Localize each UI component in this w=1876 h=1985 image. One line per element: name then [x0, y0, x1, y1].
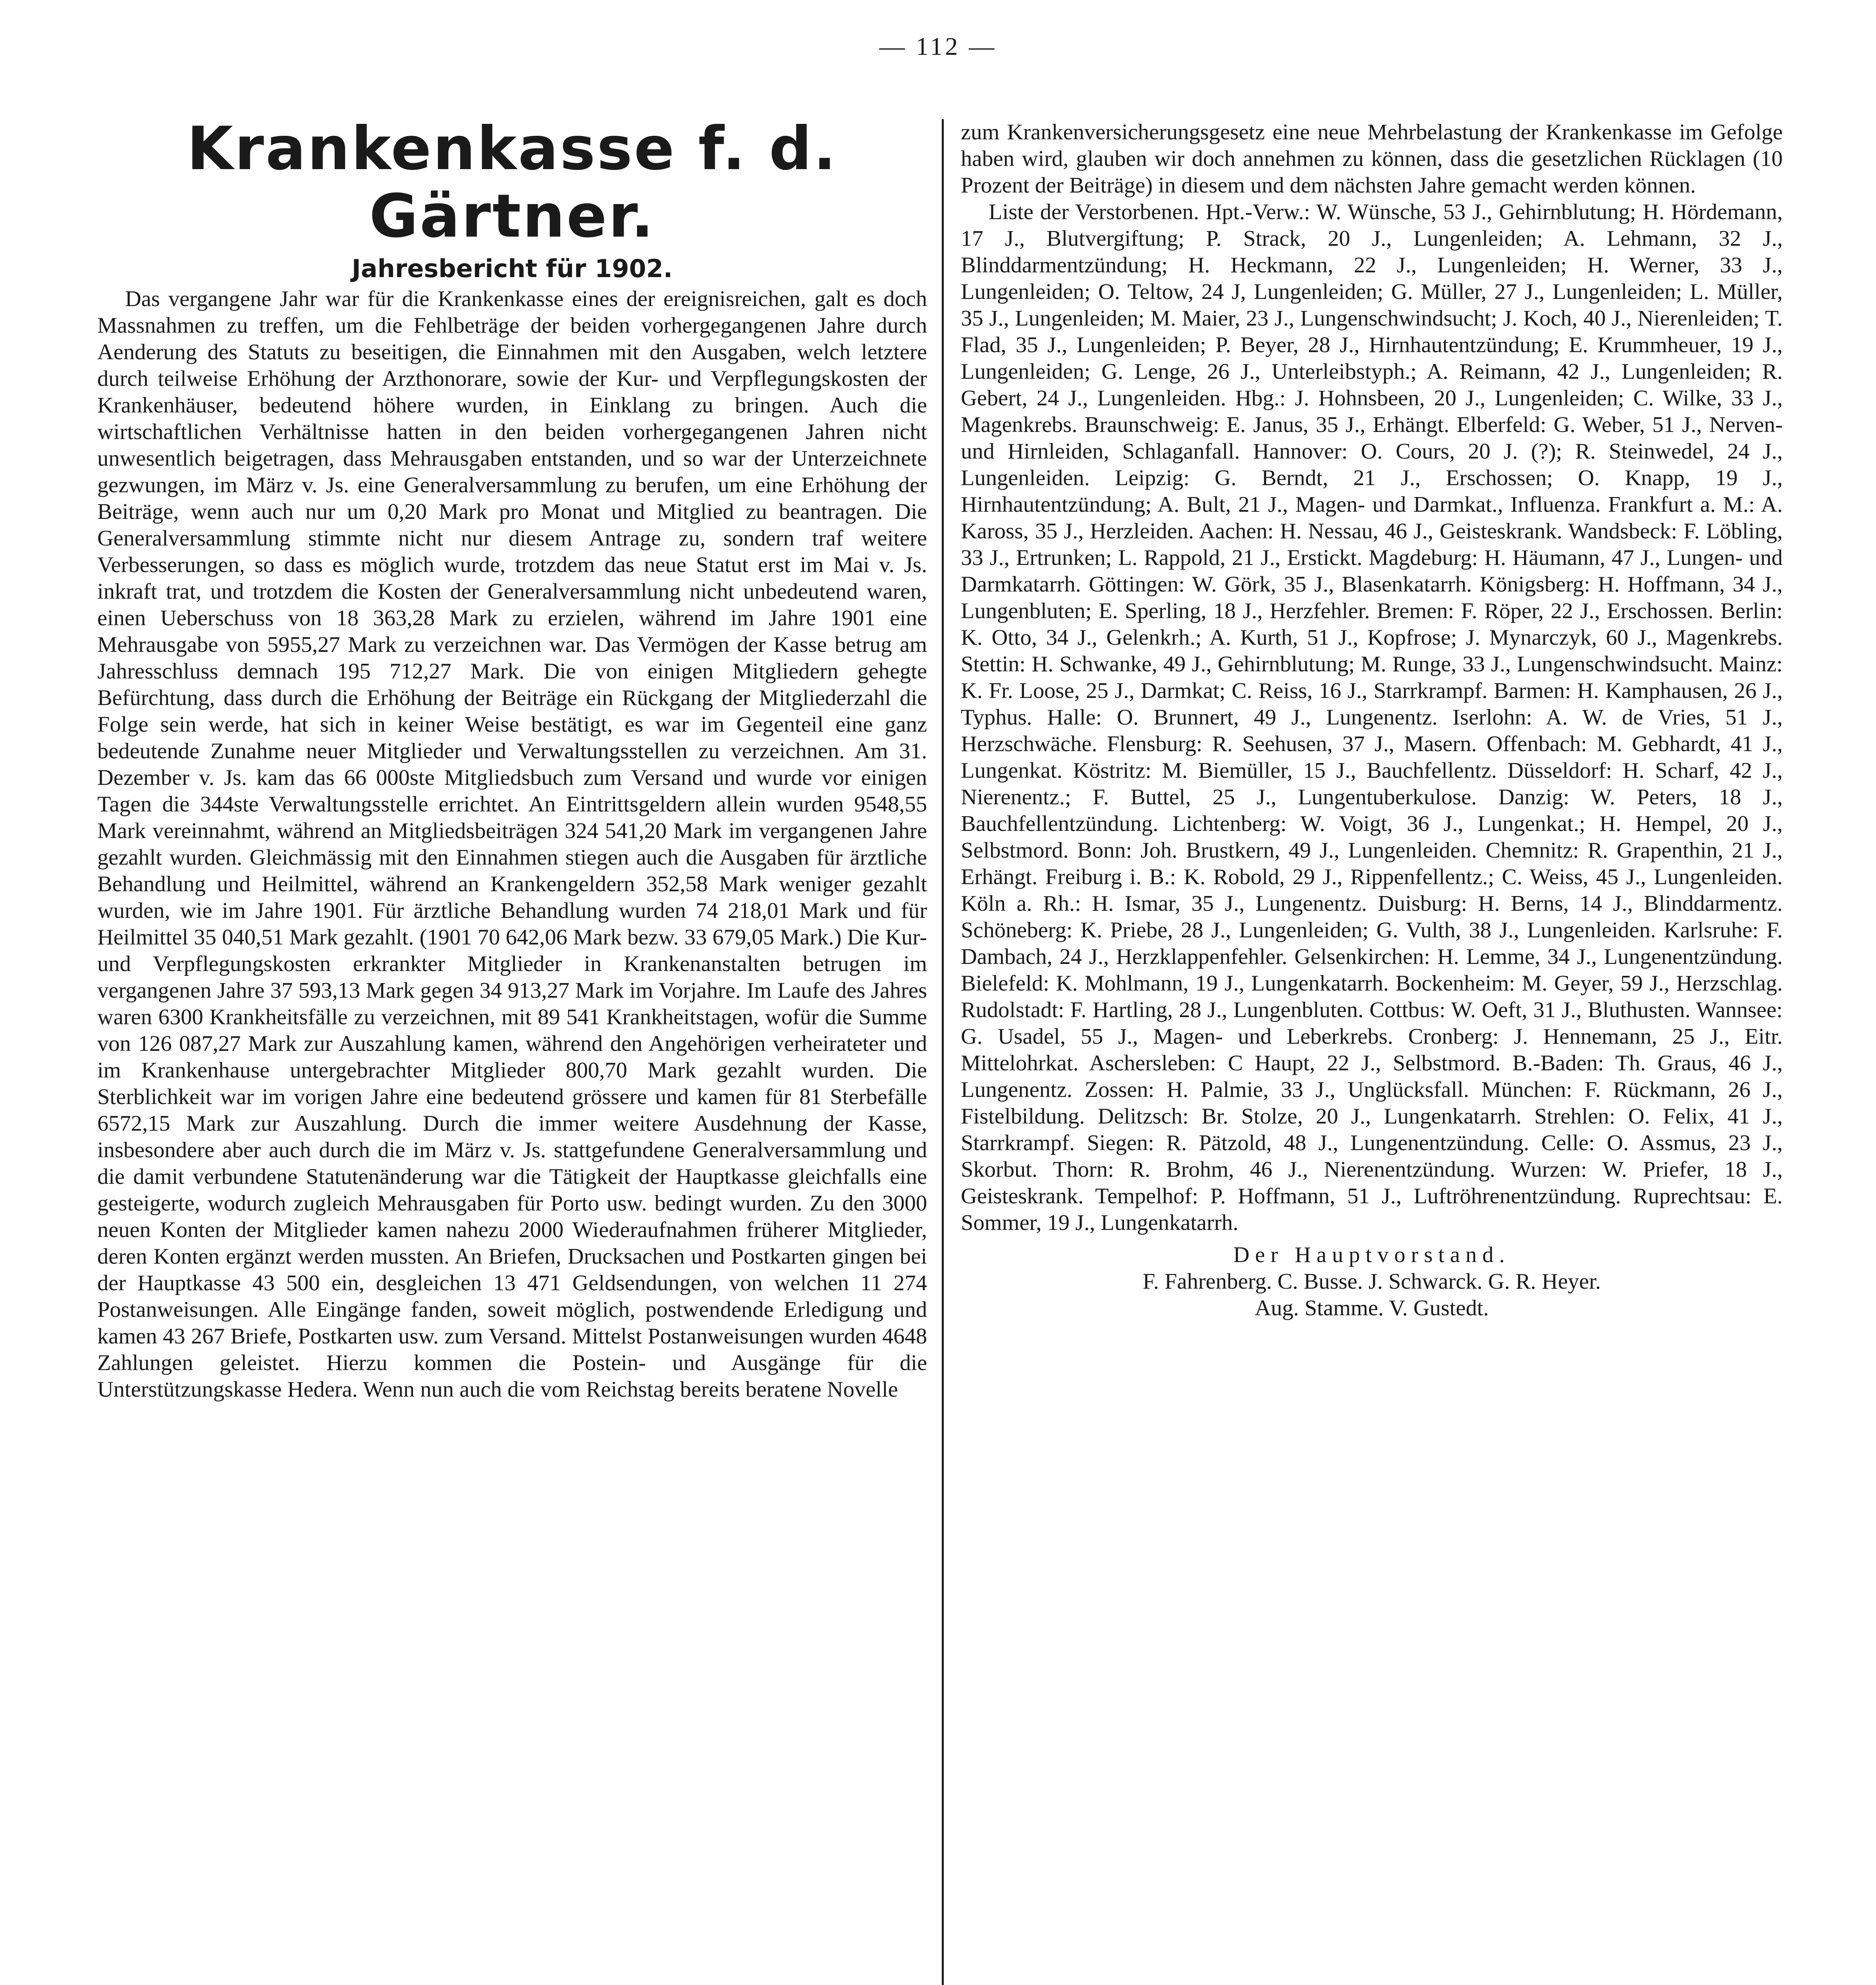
article-title: Krankenkasse f. d. Gärtner. — [187, 114, 838, 251]
article-body: Das vergangene Jahr war für die Krankenkasse eines der ereignisreichen, galt es doch Massnahmen zu treffen, um die Fehlbeträge der beiden vorhergegangenen Jahre durch Aenderung des Statuts zu beseitigen, die Einnahmen mit den Ausgaben, welch letztere durch teilweise Erhöhung der Arzthonorare, sowie der Kur- und Verpflegungskosten der Krankenhäuser, bedeutend höhere wurden, in Einklang zu bringen. Auch die wirtschaftlichen Verhältnisse hatten in den beiden vorhergegangenen Jahren nicht unwesentlich beigetragen, dass Mehrausgaben entstanden, und so war der Unterzeichnete gezwungen, im März v. Js. eine Generalversammlung zu berufen, um eine Erhöhung der Beiträge, wenn auch nur um 0,20 Mark pro Monat und Mitglied zu beantragen. Die Generalversammlung stimmte nicht nur diesem Antrage zu, sondern traf weitere Verbesserungen, so dass es möglich wurde, trotzdem das neue Statut erst im Mai v. Js. inkraft trat, und trotzdem die Kosten der Generalversammlung nicht unbedeutend waren, einen Ueberschuss von 18 363,28 Mark zu erzielen, während im Jahre 1901 eine Mehrausgabe von 5955,27 Mark zu verzeichnen war. Das Vermögen der Kasse betrug am Jahresschluss demnach 195 712,27 Mark. Die von einigen Mitgliedern gehegte Befürchtung, dass durch die Erhöhung der Beiträge ein Rückgang der Mitgliederzahl die Folge sein werde, hat sich in keiner Weise bestätigt, es war im Gegenteil eine ganz bedeutende Zunahme neuer Mitglieder und Verwaltungsstellen zu verzeichnen. Am 31. Dezember v. Js. kam das 66 000ste Mitgliedsbuch zum Versand und wurde vor einigen Tagen die 344ste Verwaltungsstelle errichtet. An Eintrittsgeldern allein wurden 9548,55 Mark vereinnahmt, während an Mitgliedsbeiträgen 324 541,20 Mark im vergangenen Jahre gezahlt wurden. Gleichmässig mit den Einnahmen stiegen auch die Ausgaben für ärztliche Behandlung und Heilmittel, während an Krankengeldern 352,58 Mark weniger gezahlt wurden, wie im Jahre 1901. Für ärztliche Behandlung wurden 74 218,01 Mark und für Heilmittel 35 040,51 Mark gezahlt. (1901 70 642,06 Mark bezw. 33 679,05 Mark.) Die Kur- und Verpflegungskosten erkrankter Mitglieder in Krankenanstalten betrugen im vergangenen Jahre 37 593,13 Mark gegen 34 913,27 Mark im Vorjahre. Im Laufe des Jahres waren 6300 Krankheitsfälle zu verzeichnen, mit 89 541 Krankheitstagen, wofür die Summe von 126 087,27 Mark zur Auszahlung kamen, während den Angehörigen verheirateter und im Krankenhause untergebrachter Mitglieder 800,70 Mark gezahlt wurden. Die Sterblichkeit war im vorigen Jahre eine bedeutend grössere und kamen für 81 Sterbefälle 6572,15 Mark zur Auszahlung. Durch die immer weitere Ausdehnung der Kasse, insbesondere aber auch durch die im März v. Js. stattgefundene Generalversammlung und die damit verbundene Statutenänderung war die Tätigkeit der Hauptkasse gleichfalls eine gesteigerte, wodurch zugleich Mehrausgaben für Porto usw. bedingt wurden. Zu den 3000 neuen Konten der Mitglieder kamen nahezu 2000 Wiederaufnahmen früherer Mitglieder, deren Konten ergänzt werden mussten. An Briefen, Drucksachen und Postkarten gingen bei der Hauptkasse 43 500 ein, desgleichen 13 471 Geldsendungen, von welchen 11 274 Postanweisungen. Alle Eingänge fanden, soweit möglich, postwendende Erledigung und kamen 43 267 Briefe, Postkarten usw. zum Versand. Mittelst Postanweisungen wurden 4648 Zahlungen geleistet. Hierzu kommen die Postein- und Ausgänge für die Unterstützungskasse Hedera. Wenn nun auch die vom Reichstag bereits beratene Novelle — [97, 287, 927, 1402]
page-number: — 112 — — [879, 32, 997, 60]
signature-title: Der Hauptvorstand. — [1233, 1243, 1510, 1267]
right-column — [961, 119, 1783, 1322]
deceased-list: Liste der Verstorbenen. Hpt.-Verw.: W. Wünsche, 53 J., Gehirnblutung; H. Hördemann, 17 J., Blutvergiftung; P. Strack, 20 J., Lungenleiden; A. Lehmann, 32 J., Blinddarmentzündung; H. Heckmann, 22 J., Lungenleiden; H. Werner, 33 J., Lungenleiden; O. Teltow, 24 J, Lungenleiden; G. Müller, 27 J., Lungenleiden; L. Müller, 35 J., Lungenleiden; M. Maier, 23 J., Lungenschwindsucht; J. Koch, 40 J., Nierenleiden; T. Flad, 35 J., Lungenleiden; P. Beyer, 28 J., Hirnhautentzündung; E. Krummheuer, 19 J., Lungenleiden; G. Lenge, 26 J., Unterleibstyph.; A. Reimann, 42 J., Lungenleiden; R. Gebert, 24 J., Lungenleiden. Hbg.: J. Hohnsbeen, 20 J., Lungenleiden; C. Wilke, 33 J., Magenkrebs. Braunschweig: E. Janus, 35 J., Erhängt. Elberfeld: G. Weber, 51 J., Nerven- und Hirnleiden, Schlaganfall. Hannover: O. Cours, 20 J. (?); R. Steinwedel, 24 J., Lungenleiden. Leipzig: G. Berndt, 21 J., Erschossen; O. Knapp, 19 J., Hirnhautentzündung; A. Bult, 21 J., Magen- und Darmkat., Influenza. Frankfurt a. M.: A. Kaross, 35 J., Herzleiden. Aachen: H. Nessau, 46 J., Geisteskrank. Wandsbeck: F. Löbling, 33 J., Ertrunken; L. Rappold, 21 J., Erstickt. Magdeburg: H. Häumann, 47 J., Lungen- und Darmkatarrh. Göttingen: W. Görk, 35 J., Blasenkatarrh. Königsberg: H. Hoffmann, 34 J., Lungenbluten; E. Sperling, 18 J., Herzfehler. Bremen: F. Röper, 22 J., Erschossen. Berlin: K. Otto, 34 J., Gelenkrh.; A. Kurth, 51 J., Kopfrose; J. Mynarczyk, 60 J., Magenkrebs. Stettin: H. Schwanke, 49 J., Gehirnblutung; M. Runge, 33 J., Lungenschwindsucht. Mainz: K. Fr. Loose, 25 J., Darmkat; C. Reiss, 16 J., Starrkrampf. Barmen: H. Kamphausen, 26 J., Typhus. Halle: O. Brunnert, 49 J., Lungenentz. Iserlohn: A. W. de Vries, 51 J., Herzschwäche. Flensburg: R. Seehusen, 37 J., Masern. Offenbach: M. Gebhardt, 41 J., Lungenkat. Köstritz: M. Biemüller, 15 J., Bauchfellentz. Düsseldorf: H. Scharf, 42 J., Nierenentz.; F. Buttel, 25 J., Lungentuberkulose. Danzig: W. Peters, 18 J., Bauchfellentzündung. Lichtenberg: W. Voigt, 36 J., Lungenkat.; H. Hempel, 20 J., Selbstmord. Bonn: Joh. Brustkern, 49 J., Lungenleiden. Chemnitz: R. Grapenthin, 21 J., Erhängt. Freiburg i. B.: K. Robold, 29 J., Rippenfellentz.; C. Weiss, 45 J., Lungenleiden. Köln a. Rh.: H. Ismar, 35 J., Lungenentz. Duisburg: H. Berns, 14 J., Blinddarmentz. Schöneberg: K. Priebe, 28 J., Lungenleiden; G. Vulth, 38 J., Lungenleiden. Karlsruhe: F. Dambach, 24 J., Herzklappenfehler. Gelsenkirchen: H. Lemme, 34 J., Lungenentzündung. Bielefeld: K. Mohlmann, 19 J., Lungenkatarrh. Bockenheim: M. Geyer, 59 J., Herzschlag. Rudolstadt: F. Hartling, 28 J., Lungenbluten. Cottbus: W. Oeft, 31 J., Bluthusten. Wannsee: G. Usadel, 55 J., Magen- und Leberkrebs. Cronberg: J. Hennemann, 25 J., Eitr. Mittelohrkat. Aschersleben: C Haupt, 22 J., Selbstmord. B.-Baden: Th. Graus, 46 J., Lungenentz. Zossen: H. Palmie, 33 J., Unglücksfall. München: F. Rückmann, 26 J., Fistelbildung. Delitzsch: Br. Stolze, 20 J., Lungenkatarrh. Strehlen: O. Felix, 41 J., Starrkrampf. Siegen: R. Pätzold, 48 J., Lungenentzündung. Celle: O. Assmus, 23 J., Skorbut. Thorn: R. Brohm, 46 J., Nierenentzündung. Wurzen: W. Priefer, 18 J., Geisteskrank. Tempelhof: P. Hoffmann, 51 J., Luftröhrenentzündung. Ruprechtsau: E. Sommer, 19 J., Lungenkatarrh. — [961, 200, 1783, 1235]
signature-names-1: F. Fahrenberg. C. Busse. J. Schwarck. G. R. Heyer. — [1142, 1269, 1601, 1294]
left-column — [97, 115, 927, 1403]
signature-names-2: Aug. Stamme. V. Gustedt. — [1255, 1296, 1489, 1320]
article-continuation: zum Krankenversicherungsgesetz eine neue Mehrbelastung der Krankenkasse im Gefolge haben wird, glauben wir doch annehmen zu können, dass die gesetzlichen Rücklagen (10 Prozent der Beiträge) in diesem und dem nächsten Jahre gemacht werden können. — [961, 120, 1783, 198]
column-divider-upper — [942, 119, 944, 1985]
article-subtitle: Jahresbericht für 1902. — [351, 254, 673, 283]
